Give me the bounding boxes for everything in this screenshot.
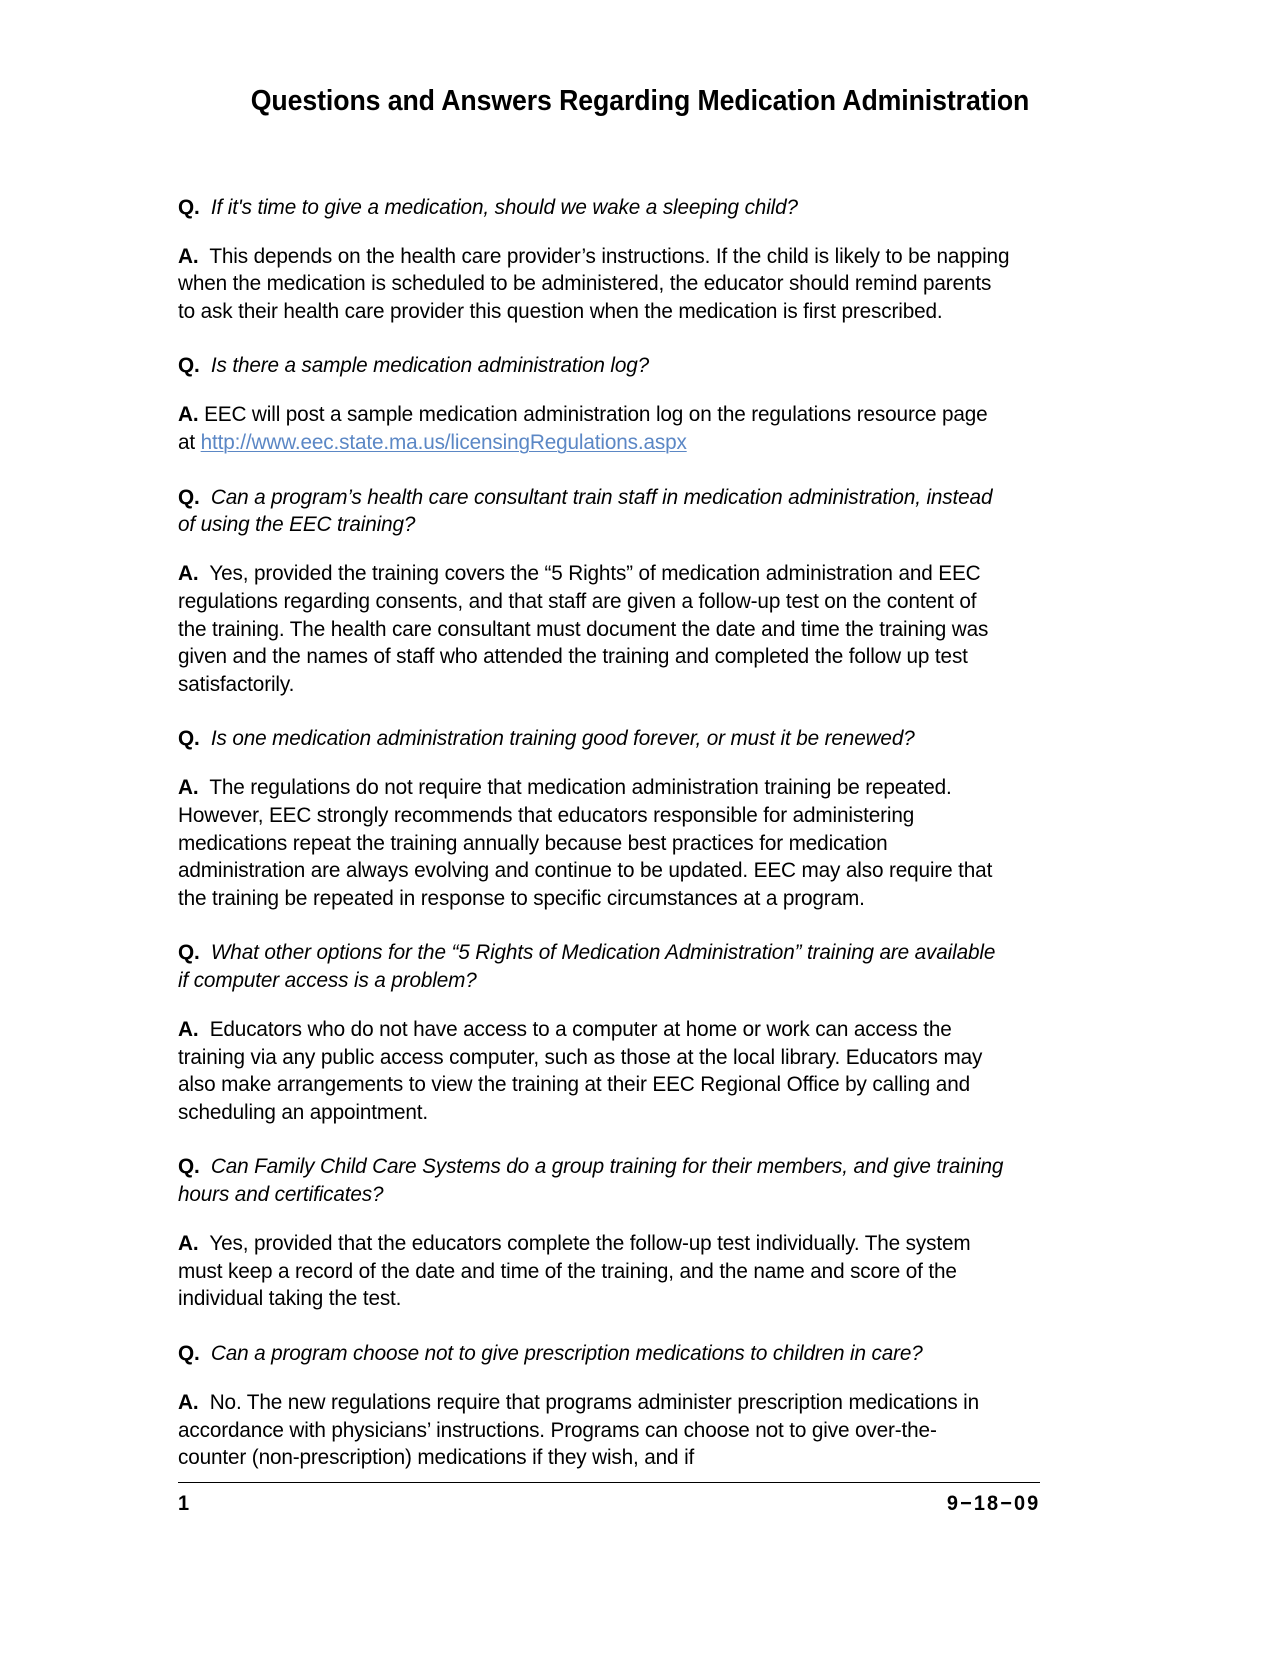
answer-paragraph — [178, 560, 1010, 698]
question-text: Is there a sample medication administration log? — [210, 353, 650, 378]
answer-text: No. The new regulations require that programs administer prescription medications in accordance with physicians’ instructions. Programs can choose not to give over-the- counter (non-prescription) medications if they wish, and if — [178, 1390, 980, 1470]
qa-block — [178, 352, 1040, 456]
answer-paragraph — [178, 1230, 1010, 1313]
answer-paragraph — [178, 401, 1010, 456]
question-tag: Q. — [178, 353, 200, 378]
question-text: What other options for the “5 Rights of Medication Administration” training are available if computer access is a problem? — [178, 940, 996, 992]
eec-regulations-link[interactable]: http://www.eec.state.ma.us/licensingRegulations.aspx — [200, 430, 687, 455]
question-tag: Q. — [178, 1154, 200, 1179]
footer-date: 9−18−09 — [946, 1492, 1040, 1515]
qa-block — [178, 1340, 1040, 1472]
answer-paragraph — [178, 243, 1010, 326]
qa-block — [178, 484, 1040, 699]
answer-text: Educators who do not have access to a computer at home or work can access the training via any public access computer, such as those at the local library. Educators may also make arrangements to view the training at their EEC Regional Office by calling and scheduling an appointment. — [178, 1017, 983, 1124]
question-text: If it's time to give a medication, should we wake a sleeping child? — [210, 194, 798, 219]
answer-tag: A. — [178, 1390, 199, 1414]
page-title: Questions and Answers Regarding Medication Administration — [250, 85, 1030, 118]
question-paragraph — [178, 939, 1010, 994]
document-body — [178, 172, 1040, 1493]
footer-page-number: 1 — [178, 1492, 190, 1515]
question-tag: Q. — [178, 1340, 200, 1365]
answer-text: The regulations do not require that medication administration training be repeated. However, EEC strongly recommends that educators responsible for administering medications repeat the training annually because best practices for medication administration are always evolving and continue to be updated. EEC may also require that the training be repeated in response to specific circumstances at a program. — [178, 775, 993, 910]
question-paragraph — [178, 352, 1010, 380]
answer-text: Yes, provided the training covers the “5 Rights” of medication administration and EEC regulations regarding consents, and that staff are given a follow-up test on the content of the training. The health care consultant must document the date and time the training was given and the names of staff who attended the training and completed the follow up test satisfactorily. — [178, 561, 989, 696]
qa-block — [178, 1153, 1040, 1312]
answer-tag: A. — [178, 1231, 199, 1256]
answer-tag: A. — [178, 1017, 199, 1042]
answer-paragraph — [178, 1016, 1010, 1126]
question-tag: Q. — [178, 940, 200, 965]
answer-text: Yes, provided that the educators complete the follow-up test individually. The system must keep a record of the date and time of the training, and the name and score of the individual taking the test. — [178, 1231, 971, 1311]
answer-tag: A. — [178, 775, 199, 800]
answer-tag: A. — [178, 561, 199, 586]
answer-text: This depends on the health care provider’s instructions. If the child is likely to be napping when the medication is scheduled to be administered, the educator should remind parents to ask their health care provider this question when the medication is first prescribed. — [178, 243, 1010, 323]
question-text: Can Family Child Care Systems do a group training for their members, and give training hours and certificates? — [178, 1154, 1004, 1207]
question-text: Is one medication administration training good forever, or must it be renewed? — [210, 726, 915, 751]
question-paragraph — [178, 1153, 1010, 1208]
page-footer — [178, 1482, 1040, 1516]
question-paragraph — [178, 725, 1010, 753]
qa-block — [178, 194, 1040, 326]
qa-block — [178, 725, 1040, 912]
question-tag: Q. — [178, 484, 200, 509]
question-tag: Q. — [178, 194, 200, 219]
question-tag: Q. — [178, 726, 200, 751]
question-paragraph — [178, 1340, 1010, 1368]
question-text: Can a program’s health care consultant train staff in medication administration, instead of using the EEC training? — [178, 484, 993, 537]
answer-paragraph — [178, 1389, 1010, 1472]
answer-paragraph — [178, 774, 1010, 912]
question-paragraph — [178, 484, 1010, 539]
answer-text: EEC will post a sample medication administration log on the regulations resource page at — [178, 402, 988, 455]
footer-divider — [178, 1482, 1040, 1483]
question-paragraph — [178, 194, 1010, 222]
answer-tag: A. — [178, 243, 199, 268]
qa-block — [178, 939, 1040, 1126]
question-text: Can a program choose not to give prescription medications to children in care? — [210, 1340, 923, 1365]
answer-tag: A. — [178, 402, 199, 427]
